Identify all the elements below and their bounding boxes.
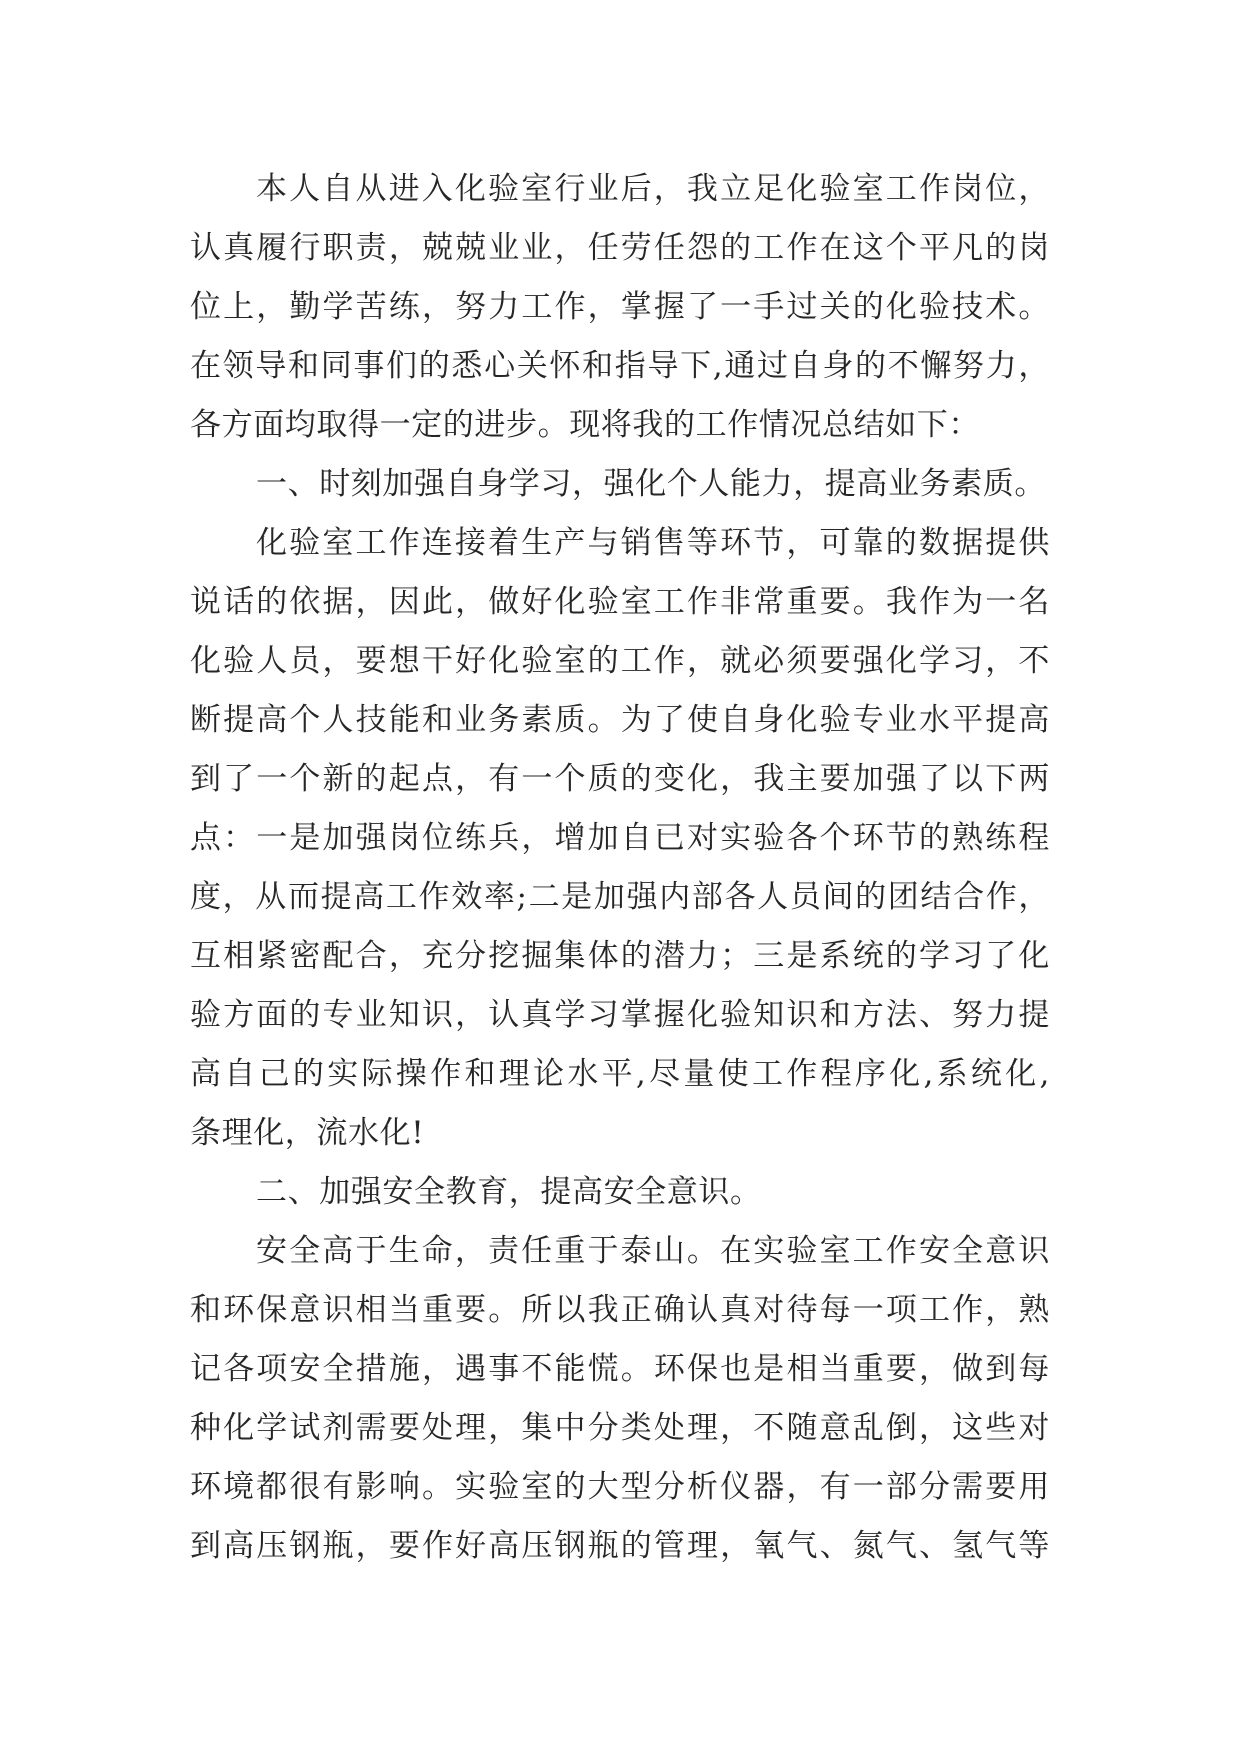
paragraph-line: 条理化，流水化!	[190, 1115, 425, 1151]
section-heading: 二、加强安全教育，提高安全意识。	[256, 1174, 762, 1210]
paragraph-line: 在领导和同事们的悉心关怀和指导下,通过自身的不懈努力，	[190, 348, 1050, 384]
paragraph-line: 互相紧密配合，充分挖掘集体的潜力；三是系统的学习了化	[190, 938, 1050, 974]
paragraph-line: 验方面的专业知识，认真学习掌握化验知识和方法、努力提	[190, 997, 1050, 1033]
paragraph-line: 安全高于生命，责任重于泰山。在实验室工作安全意识	[256, 1233, 1050, 1269]
paragraph-line: 高自己的实际操作和理论水平,尽量使工作程序化,系统化,	[190, 1056, 1050, 1092]
paragraph-line: 说话的依据，因此，做好化验室工作非常重要。我作为一名	[190, 584, 1050, 620]
paragraph-line: 点：一是加强岗位练兵，增加自已对实验各个环节的熟练程	[190, 820, 1050, 856]
paragraph-line: 和环保意识相当重要。所以我正确认真对待每一项工作，熟	[190, 1292, 1050, 1328]
paragraph-line: 化验室工作连接着生产与销售等环节，可靠的数据提供	[256, 525, 1050, 561]
paragraph-line: 环境都很有影响。实验室的大型分析仪器，有一部分需要用	[190, 1469, 1050, 1505]
paragraph-line: 断提高个人技能和业务素质。为了使自身化验专业水平提高	[190, 702, 1050, 738]
paragraph-line: 化验人员，要想干好化验室的工作，就必须要强化学习，不	[190, 643, 1050, 679]
document-body	[190, 160, 1050, 1576]
paragraph-line: 到高压钢瓶，要作好高压钢瓶的管理，氧气、氮气、氢气等	[190, 1528, 1050, 1564]
paragraph-line: 种化学试剂需要处理，集中分类处理，不随意乱倒，这些对	[190, 1410, 1050, 1446]
paragraph-line: 度，从而提高工作效率;二是加强内部各人员间的团结合作，	[190, 879, 1050, 915]
paragraph-line: 位上，勤学苦练，努力工作，掌握了一手过关的化验技术。	[190, 289, 1050, 325]
paragraph-line: 本人自从进入化验室行业后，我立足化验室工作岗位，	[256, 171, 1050, 207]
paragraph-line: 到了一个新的起点，有一个质的变化，我主要加强了以下两	[190, 761, 1050, 797]
paragraph-line: 各方面均取得一定的进步。现将我的工作情况总结如下：	[190, 407, 980, 443]
section-heading: 一、时刻加强自身学习，强化个人能力，提高业务素质。	[256, 466, 1046, 502]
paragraph-line: 记各项安全措施，遇事不能慌。环保也是相当重要，做到每	[190, 1351, 1050, 1387]
paragraph-line: 认真履行职责，兢兢业业，任劳任怨的工作在这个平凡的岗	[190, 230, 1050, 266]
